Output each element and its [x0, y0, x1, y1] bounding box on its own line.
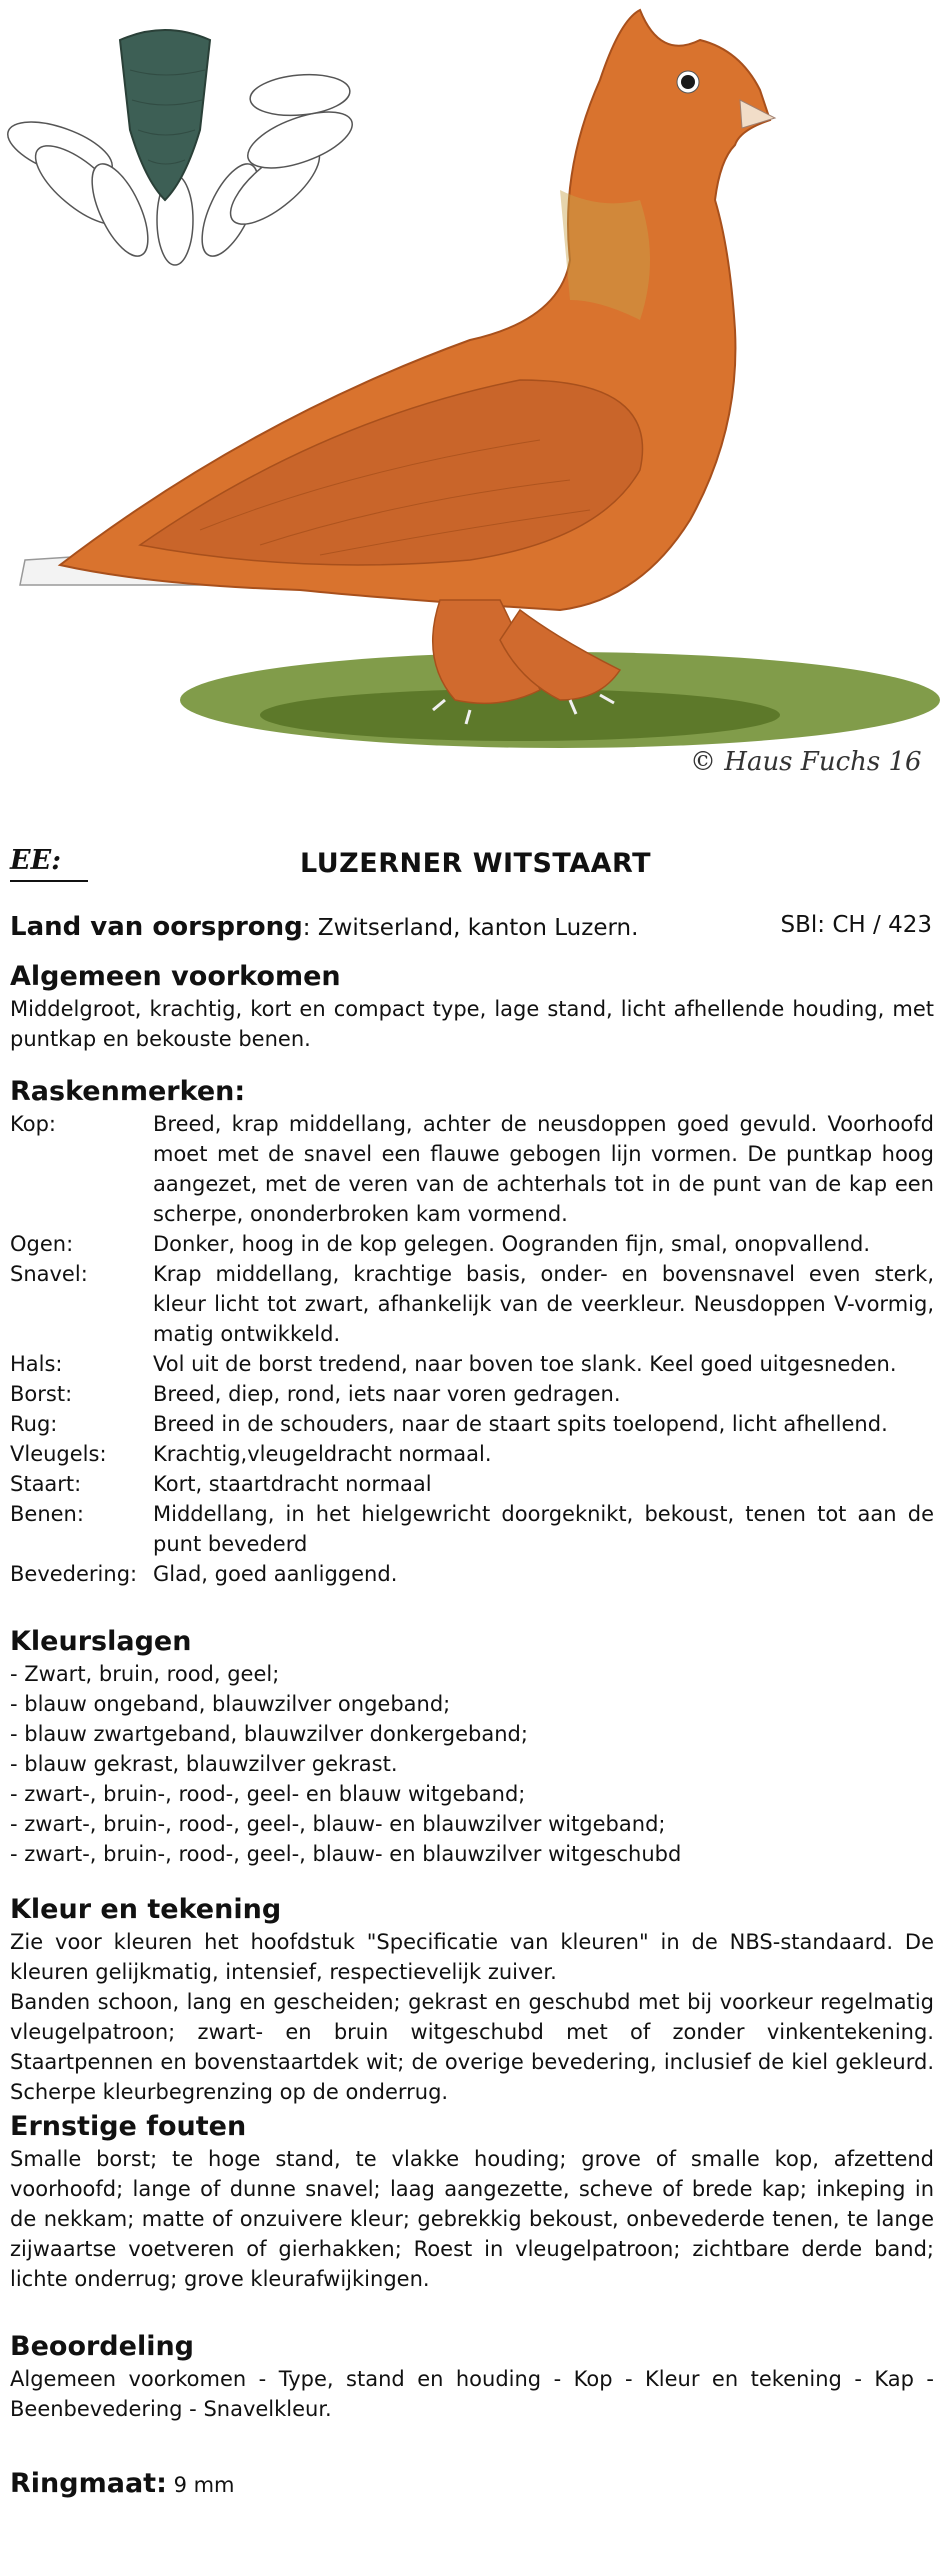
- breed-row: [10, 1259, 934, 1349]
- ee-logo: [10, 845, 61, 876]
- section-breed-heading: Raskenmerken:: [10, 1076, 246, 1107]
- pigeon-illustration: [0, 0, 943, 830]
- section-colors: [10, 1625, 934, 1869]
- row-value: Krachtig,vleugeldracht normaal.: [153, 1442, 492, 1466]
- section-marking-para-2: Banden schoon, lang en gescheiden; gekrast en geschubd met bij voorkeur regelmatig vleugelpatroon; zwart- en bruin witgeschubd met of zonder vinkentekening. Staartpennen en bovenstaartdek wit; de overige bevedering, inclusief de kiel gekleurd. Scherpe kleurbegrenzing op de onderrug.: [10, 1990, 934, 2104]
- section-judging-heading: Beoordeling: [10, 2331, 195, 2362]
- artist-signature: © Haus Fuchs 16: [690, 747, 922, 777]
- row-value: Breed, diep, rond, iets naar voren gedragen.: [153, 1382, 621, 1406]
- breed-row: [10, 1349, 934, 1379]
- section-colors-heading: Kleurslagen: [10, 1626, 192, 1657]
- page-title: LUZERNER WITSTAART: [300, 848, 652, 879]
- ee-logo-text: EE:: [10, 845, 62, 876]
- section-marking: [10, 1893, 934, 2107]
- origin-label: Land van oorsprong: [10, 912, 303, 942]
- row-value: Kort, staartdracht normaal: [153, 1472, 432, 1496]
- ring-size-value: 9 mm: [173, 2473, 235, 2497]
- row-label: Borst:: [10, 1382, 73, 1406]
- color-list: [10, 1659, 934, 1869]
- section-general-heading: Algemeen voorkomen: [10, 961, 341, 992]
- list-item: - blauw zwartgeband, blauwzilver donkergeband;: [10, 1722, 528, 1746]
- section-faults: [10, 2110, 934, 2294]
- list-item: - blauw ongeband, blauwzilver ongeband;: [10, 1692, 451, 1716]
- row-label: Benen:: [10, 1502, 84, 1526]
- list-item: - blauw gekrast, blauwzilver gekrast.: [10, 1752, 398, 1776]
- row-label: Rug:: [10, 1412, 58, 1436]
- breed-rows: [10, 1109, 934, 1589]
- row-value: Glad, goed aanliggend.: [153, 1562, 398, 1586]
- row-label: Snavel:: [10, 1262, 88, 1286]
- ee-logo-underline: [10, 880, 88, 882]
- origin-line: [10, 912, 934, 942]
- tail-fan-sketch: [1, 30, 359, 265]
- section-judging: [10, 2330, 934, 2424]
- row-value: Vol uit de borst tredend, naar boven toe slank. Keel goed uitgesneden.: [153, 1352, 897, 1376]
- section-faults-text: Smalle borst; te hoge stand, te vlakke houding; grove of smalle kop, afzettend voorhoofd; lange of dunne snavel; laag aangezette, scheve of brede kap; inkeping in de nekkam; matte of onzuivere kleur; gebrekkig bekoust, onbevederde tenen, te lange zijwaartse voetveren of gierhakken; Roest in vleugelpatroon; zichtbare derde band; lichte onderrug; grove kleurafwijkingen.: [10, 2147, 934, 2291]
- row-label: Kop:: [10, 1112, 56, 1136]
- breed-row: [10, 1439, 934, 1469]
- breed-row: [10, 1499, 934, 1559]
- section-breed: [10, 1075, 934, 1589]
- breed-row: [10, 1229, 934, 1259]
- list-item: - zwart-, bruin-, rood-, geel-, blauw- en blauwzilver witgeband;: [10, 1812, 666, 1836]
- row-label: Bevedering:: [10, 1562, 138, 1586]
- ring-size-label: Ringmaat:: [10, 2468, 167, 2499]
- breed-row: [10, 1379, 934, 1409]
- section-judging-text: Algemeen voorkomen - Type, stand en houding - Kop - Kleur en tekening - Kap - Beenbevedering - Snavelkleur.: [10, 2367, 934, 2421]
- row-label: Ogen:: [10, 1232, 74, 1256]
- row-label: Hals:: [10, 1352, 63, 1376]
- row-label: Vleugels:: [10, 1442, 107, 1466]
- row-value: Breed in de schouders, naar de staart spits toelopend, licht afhellend.: [153, 1412, 888, 1436]
- section-general: [10, 960, 934, 1054]
- breed-row: [10, 1409, 934, 1439]
- row-value: Donker, hoog in de kop gelegen. Oogranden fijn, smal, onopvallend.: [153, 1232, 871, 1256]
- breed-row: [10, 1559, 934, 1589]
- breed-row: [10, 1109, 934, 1229]
- list-item: - Zwart, bruin, rood, geel;: [10, 1662, 280, 1686]
- list-item: - zwart-, bruin-, rood-, geel- en blauw witgeband;: [10, 1782, 526, 1806]
- breed-row: [10, 1469, 934, 1499]
- list-item: - zwart-, bruin-, rood-, geel-, blauw- en blauwzilver witgeschubd: [10, 1842, 682, 1866]
- row-label: Staart:: [10, 1472, 82, 1496]
- ring-size: [10, 2468, 235, 2499]
- section-marking-heading: Kleur en tekening: [10, 1894, 282, 1925]
- section-marking-para-1: Zie voor kleuren het hoofdstuk "Specificatie van kleuren" in de NBS-standaard. De kleuren gelijkmatig, intensief, respectievelijk zuiver.: [10, 1930, 934, 1984]
- row-value: Middellang, in het hielgewricht doorgeknikt, bekoust, tenen tot aan de punt bevederd: [153, 1502, 934, 1556]
- row-value: Krap middellang, krachtige basis, onder- en bovensnavel even sterk, kleur licht tot zwart, afhankelijk van de veerkleur. Neusdoppen V-vormig, matig ontwikkeld.: [153, 1262, 934, 1346]
- origin-value: : Zwitserland, kanton Luzern.: [302, 915, 639, 941]
- section-general-text: Middelgroot, krachtig, kort en compact type, lage stand, licht afhellende houding, met puntkap en bekouste benen.: [10, 997, 934, 1051]
- section-faults-heading: Ernstige fouten: [10, 2111, 247, 2142]
- row-value: Breed, krap middellang, achter de neusdoppen goed gevuld. Voorhoofd moet met de snavel een flauwe gebogen lijn vormen. De puntkap hoog aangezet, met de veren van de achterhals tot in de punt van de kap een scherpe, ononderbroken kam vormend.: [153, 1112, 934, 1226]
- sbl-code: SBl: CH / 423: [780, 912, 932, 938]
